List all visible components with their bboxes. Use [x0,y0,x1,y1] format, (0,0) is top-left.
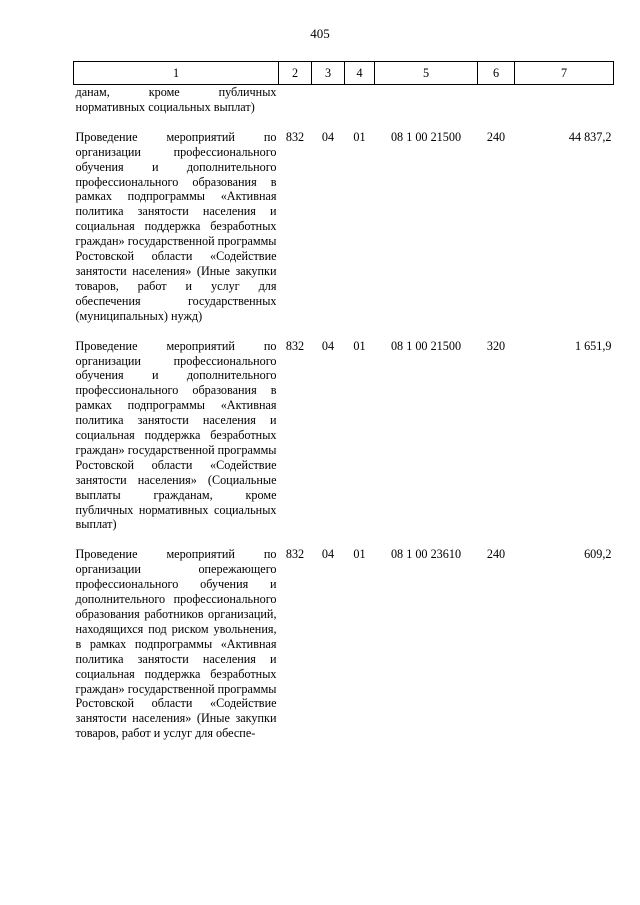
row-expense-type: 240 [486,547,506,562]
row-subsection-code: 01 [353,338,366,353]
header-col-7: 7 [515,62,614,85]
row-amount: 44 837,2 [568,129,612,144]
row-expense-type: 320 [486,338,506,353]
page-number: 405 [310,26,330,41]
row-subsection-code: 01 [353,547,366,562]
header-col-3: 3 [312,62,345,85]
header-col-6: 6 [478,62,515,85]
row-section-code: 04 [321,129,335,144]
header-col-1: 1 [74,62,279,85]
row-name: Проведение мероприятий по организации профессионального обучения и дополнительного профессионального образования в рамках подпрограммы «Активная политика занятости населения и социальная поддержка безработных граждан» государственной программы Ростовской области «Содействие занятости населения» (Социальные выплаты гражданам, кроме публичных нормативных социальных выплат) [75,338,277,532]
table-row-continuation [74,85,614,115]
row-ministry-code: 832 [285,547,305,562]
row-target-article: 08 1 00 21500 [390,129,462,144]
table-row [74,130,614,324]
header-col-4: 4 [345,62,375,85]
row-target-article: 08 1 00 23610 [390,547,462,562]
header-col-5: 5 [375,62,478,85]
row-amount: 1 651,9 [574,338,612,353]
budget-table [73,61,614,741]
row-target-article: 08 1 00 21500 [390,338,462,353]
row-ministry-code: 832 [285,338,305,353]
row-ministry-code: 832 [285,129,305,144]
table-row [74,339,614,533]
continuation-text: данам, кроме публичных нормативных социальных выплат) [75,85,277,114]
row-name: Проведение мероприятий по организации профессионального обучения и дополнительного профессионального образования в рамках подпрограммы «Активная политика занятости населения и социальная поддержка безработных граждан» государственной программы Ростовской области «Содействие занятости населения» (Иные закупки товаров, работ и услуг для обеспечения государственных (муниципальных) нужд) [75,129,277,323]
row-expense-type: 240 [486,129,506,144]
table-row [74,547,614,741]
row-section-code: 04 [321,547,335,562]
row-name: Проведение мероприятий по организации опережающего профессионального обучения и дополнительного профессионального образования работников организаций, находящихся под риском увольнения, в рамках подпрограммы «Активная политика занятости населения и социальная поддержка безработных граждан» государственной программы Ростовской области «Содействие занятости населения» (Иные закупки товаров, работ и услуг для обеспе- [75,547,277,741]
row-amount: 609,2 [584,547,612,562]
row-subsection-code: 01 [353,129,366,144]
header-col-2: 2 [279,62,312,85]
row-section-code: 04 [321,338,335,353]
table-header-row [74,62,614,85]
